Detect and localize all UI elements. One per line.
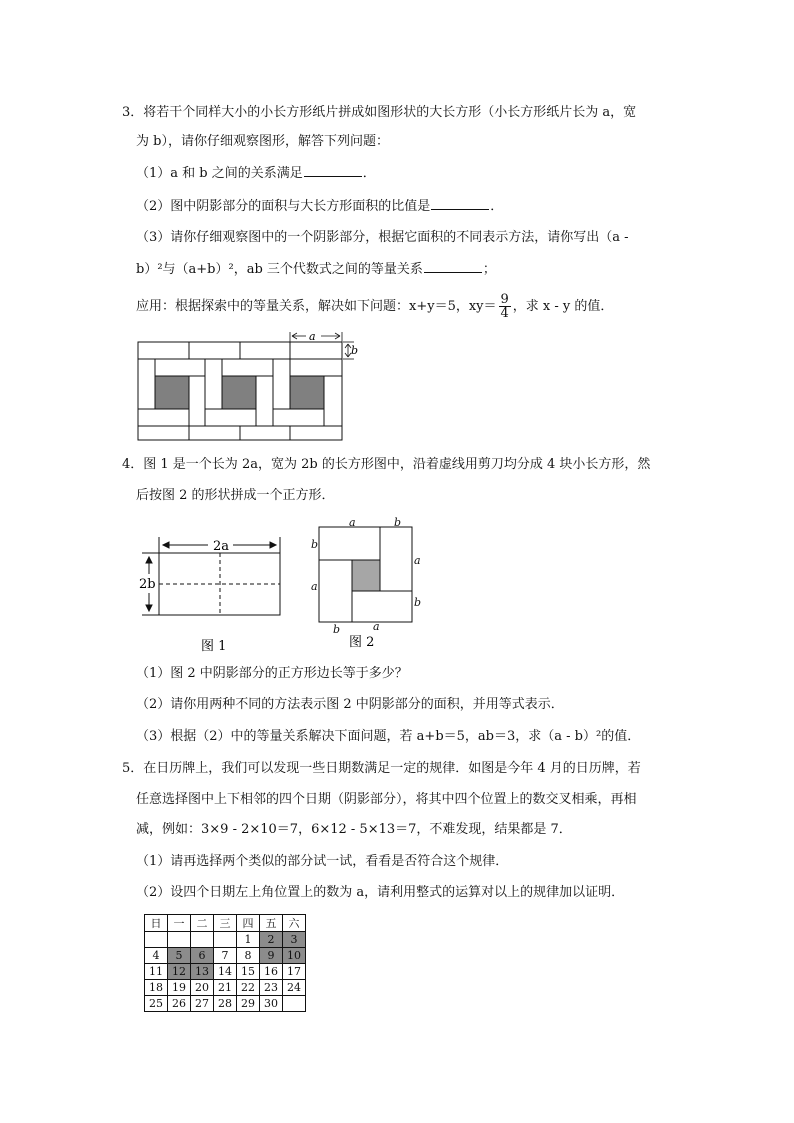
label-b: b — [351, 344, 359, 357]
q5-part2: （2）设四个日期左上角位置上的数为 a，请利用整式的运算对以上的规律加以证明． — [136, 885, 625, 900]
calendar-cell: 8 — [237, 948, 260, 964]
figure-2 — [319, 527, 412, 622]
calendar-header-row — [145, 915, 306, 932]
calendar-cell: 4 — [145, 948, 168, 964]
calendar-cell: 11 — [145, 964, 168, 980]
fig2-label-right-a: a — [414, 554, 421, 567]
calendar-cell: 16 — [260, 964, 283, 980]
calendar-cell: 22 — [237, 980, 260, 996]
calendar-cell: 23 — [260, 980, 283, 996]
calendar-cell-shaded: 10 — [283, 948, 306, 964]
q5-line1: 5．在日历牌上，我们可以发现一些日期数满足一定的规律．如图是今年 4 月的日历牌，若 — [122, 761, 641, 776]
q4-part2: （2）请你用两种不同的方法表示图 2 中阴影部分的面积，并用等式表示． — [136, 697, 564, 712]
april-calendar — [144, 914, 306, 1012]
q4-part3: （3）根据（2）中的等量关系解决下面问题，若 a+b＝5，ab＝3，求（a - b）²的值． — [136, 729, 641, 744]
q3-part3-line2: b）²与（a+b）²，ab 三个代数式之间的等量关系 ； — [136, 262, 496, 277]
fig1-top-label: 2a — [213, 539, 230, 554]
q5-part1: （1）请再选择两个类似的部分试一试，看看是否符合这个规律． — [136, 854, 509, 869]
calendar-cell: 27 — [191, 996, 214, 1012]
q5-line3: 减，例如：3×9 - 2×10＝7，6×12 - 5×13＝7，不难发现，结果都是 7． — [136, 822, 572, 837]
fig2-caption: 图 2 — [349, 635, 375, 650]
calendar-cell-shaded: 2 — [260, 932, 283, 948]
weekday-fri: 五 — [260, 915, 283, 932]
label-a: a — [309, 330, 316, 343]
calendar-cell-shaded: 9 — [260, 948, 283, 964]
calendar-cell: 20 — [191, 980, 214, 996]
calendar-cell-shaded: 3 — [283, 932, 306, 948]
calendar-cell: 17 — [283, 964, 306, 980]
calendar-cell-shaded: 13 — [191, 964, 214, 980]
calendar-cell: 21 — [214, 980, 237, 996]
weekday-sat: 六 — [283, 915, 306, 932]
fig2-label-top-a: a — [349, 516, 356, 529]
fig2-label-left-b: b — [311, 538, 319, 551]
q3-line2: 为 b），请你仔细观察图形，解答下列问题： — [136, 134, 389, 149]
calendar-cell: 1 — [237, 932, 260, 948]
calendar-cell-shaded: 5 — [168, 948, 191, 964]
calendar-cell: 26 — [168, 996, 191, 1012]
calendar-row — [145, 932, 306, 948]
q3-part2: （2）图中阴影部分的面积与大长方形面积的比值是 ． — [136, 199, 504, 214]
q4-line2: 后按图 2 的形状拼成一个正方形． — [136, 488, 335, 503]
calendar-cell-shaded: 6 — [191, 948, 214, 964]
fig2-label-top-b: b — [394, 516, 402, 529]
calendar-cell: 24 — [283, 980, 306, 996]
q4-line1: 4．图 1 是一个长为 2a，宽为 2b 的长方形图中，沿着虚线用剪刀均分成 4 块小长方形，然 — [122, 457, 651, 472]
weekday-thu: 四 — [237, 915, 260, 932]
fig2-label-bottom-b: b — [333, 623, 341, 636]
q3-part3-line1: （3）请你仔细观察图中的一个阴影部分，根据它面积的不同表示方法，请你写出（a - — [136, 230, 629, 245]
fraction-9-4: $\frac{9}{4}$ — [500, 292, 509, 321]
weekday-tue: 二 — [191, 915, 214, 932]
calendar-row — [145, 996, 306, 1012]
calendar-cell — [214, 932, 237, 948]
q3-part1: （1）a 和 b 之间的关系满足 ． — [136, 166, 376, 181]
q3-application: 应用：根据探索中的等量关系，解决如下问题：x+y＝5，xy＝ $\frac{9}{4}$ ，求 x - y 的值． — [136, 292, 614, 321]
weekday-mon: 一 — [168, 915, 191, 932]
q3-line1: 3．将若干个同样大小的小长方形纸片拼成如图形状的大长方形（小长方形纸片长为 a，宽 — [122, 105, 637, 120]
calendar-cell — [145, 932, 168, 948]
calendar-cell: 14 — [214, 964, 237, 980]
weekday-sun: 日 — [145, 915, 168, 932]
calendar-cell: 29 — [237, 996, 260, 1012]
calendar-cell: 18 — [145, 980, 168, 996]
figure-1 — [142, 537, 280, 615]
fig2-label-bottom-a: a — [373, 620, 380, 633]
calendar-cell: 28 — [214, 996, 237, 1012]
q5-line2: 任意选择图中上下相邻的四个日期（阴影部分），将其中四个位置上的数交叉相乘，再相 — [136, 792, 637, 807]
fig1-side-label: 2b — [139, 577, 156, 592]
calendar-row — [145, 964, 306, 980]
calendar-cell — [168, 932, 191, 948]
calendar-cell: 25 — [145, 996, 168, 1012]
calendar-cell: 15 — [237, 964, 260, 980]
calendar-row — [145, 980, 306, 996]
calendar-cell: 30 — [260, 996, 283, 1012]
fig2-label-right-b: b — [414, 596, 422, 609]
weekday-wed: 三 — [214, 915, 237, 932]
calendar-cell — [283, 996, 306, 1012]
fig1-caption: 图 1 — [201, 639, 227, 654]
calendar-cell-shaded: 12 — [168, 964, 191, 980]
calendar-cell: 19 — [168, 980, 191, 996]
fig2-label-left-a: a — [311, 580, 318, 593]
calendar-row — [145, 948, 306, 964]
calendar-cell — [191, 932, 214, 948]
q4-part1: （1）图 2 中阴影部分的正方形边长等于多少？ — [136, 666, 408, 681]
calendar-cell: 7 — [214, 948, 237, 964]
